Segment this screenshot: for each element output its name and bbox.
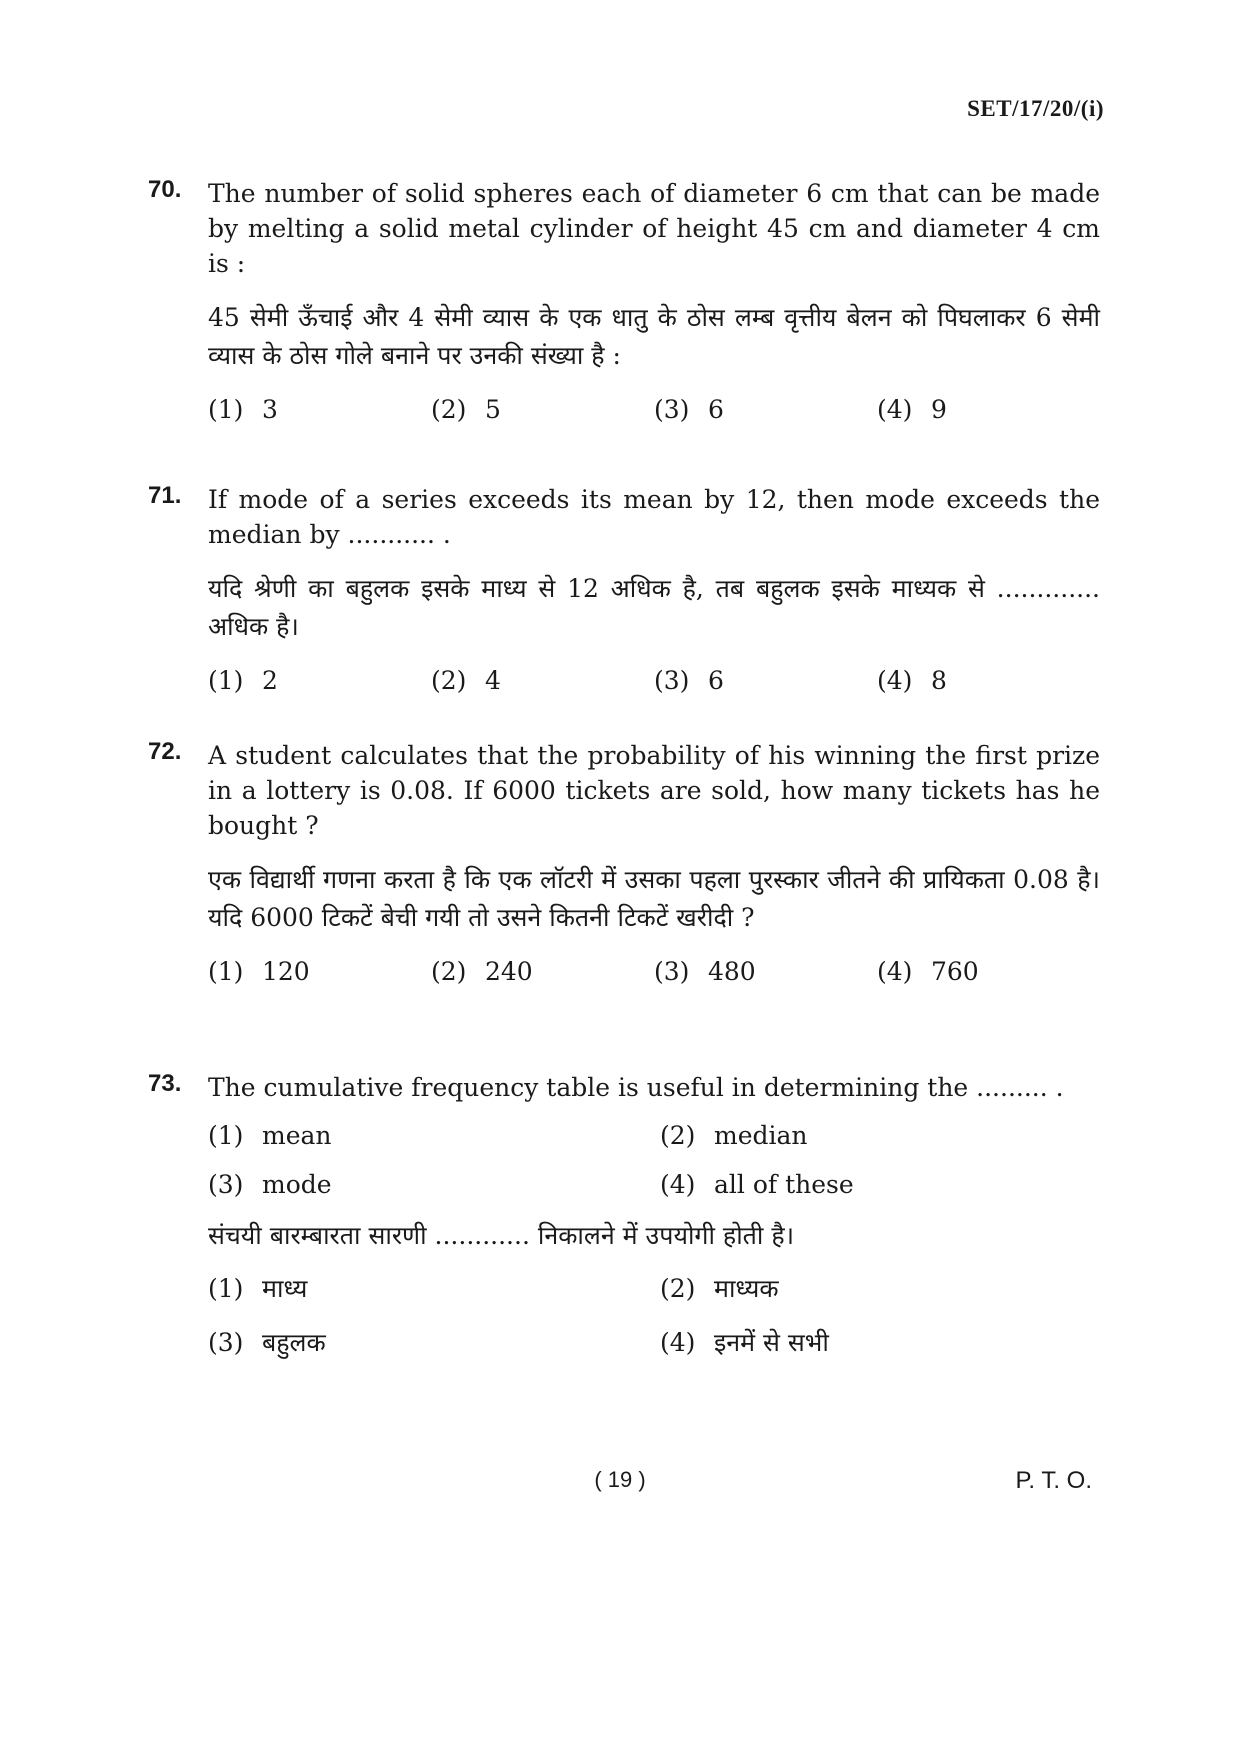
option-text: 9: [931, 395, 947, 424]
question-number: 71.: [148, 482, 182, 509]
option-label: (3): [654, 395, 690, 424]
option-4: [877, 666, 1100, 695]
option-label: (2): [431, 666, 467, 695]
option-label: (1): [208, 1274, 244, 1303]
option-text: 480: [708, 957, 756, 986]
option-label: (2): [660, 1274, 696, 1303]
option-1: [208, 1121, 660, 1150]
option-4: [877, 395, 1100, 424]
option-text: माध्यक: [714, 1274, 779, 1303]
option-3: [654, 395, 877, 424]
option-text: 5: [485, 395, 501, 424]
option-2: [431, 666, 654, 695]
option-label: (4): [660, 1328, 696, 1357]
option-text: 8: [931, 666, 947, 695]
set-code: SET/17/20/(i): [967, 96, 1104, 121]
option-text: all of these: [714, 1170, 854, 1199]
option-label: (2): [431, 957, 467, 986]
option-3: [654, 957, 877, 986]
option-text: 6: [708, 395, 724, 424]
option-text: माध्य: [262, 1274, 308, 1303]
question-70: [148, 176, 1100, 424]
option-text: 3: [262, 395, 278, 424]
option-label: (4): [877, 957, 913, 986]
option-text: mean: [262, 1121, 332, 1150]
option-label: (3): [208, 1170, 244, 1199]
option-label: (1): [208, 666, 244, 695]
option-text: 6: [708, 666, 724, 695]
option-label: (2): [431, 395, 467, 424]
option-label: (4): [660, 1170, 696, 1199]
question-72: [148, 738, 1100, 986]
question-text-hindi: 45 सेमी ऊँचाई और 4 सेमी व्यास के एक धातु के ठोस लम्ब वृत्तीय बेलन को पिघलाकर 6 सेमी व्यास के ठोस गोले बनाने पर उनकी संख्या है :: [208, 303, 1100, 370]
option-4: [660, 1325, 1112, 1359]
option-label: (4): [877, 666, 913, 695]
option-text: 2: [262, 666, 278, 695]
options: [208, 395, 1100, 424]
option-text: 4: [485, 666, 501, 695]
option-2: [431, 957, 654, 986]
option-text: इनमें से सभी: [714, 1328, 829, 1357]
option-label: (3): [654, 666, 690, 695]
option-text: बहुलक: [262, 1328, 326, 1357]
option-3: [654, 666, 877, 695]
option-label: (3): [654, 957, 690, 986]
question-text-hindi: संचयी बारम्बारता सारणी ............ निकालने में उपयोगी होती है।: [208, 1221, 795, 1250]
option-label: (1): [208, 1121, 244, 1150]
question-text-hindi: एक विद्यार्थी गणना करता है कि एक लॉटरी में उसका पहला पुरस्कार जीतने की प्रायिकता 0.08 है। यदि 6000 टिकटें बेची गयी तो उसने कितनी टिकटें खरीदी ?: [208, 865, 1100, 932]
option-4: [660, 1170, 1112, 1199]
option-2: [431, 395, 654, 424]
option-1: [208, 957, 431, 986]
option-label: (4): [877, 395, 913, 424]
option-label: (1): [208, 957, 244, 986]
option-text: mode: [262, 1170, 332, 1199]
question-number: 72.: [148, 738, 182, 765]
option-text: 120: [262, 957, 310, 986]
options-english: [208, 1121, 1100, 1199]
question-73: [148, 1070, 1100, 1359]
options: [208, 666, 1100, 695]
question-text-english: The cumulative frequency table is useful in determining the ......... .: [208, 1073, 1064, 1102]
option-label: (3): [208, 1328, 244, 1357]
question-number: 70.: [148, 176, 182, 203]
pto-label: P. T. O.: [1015, 1467, 1092, 1494]
option-2: [660, 1121, 1112, 1150]
question-text-english: A student calculates that the probability of his winning the first prize in a lottery is 0.08. If 6000 tickets are sold, how many tickets has he bought ?: [208, 741, 1100, 840]
option-label: (2): [660, 1121, 696, 1150]
options: [208, 957, 1100, 986]
option-4: [877, 957, 1100, 986]
option-2: [660, 1271, 1112, 1305]
option-3: [208, 1325, 660, 1359]
option-text: 240: [485, 957, 533, 986]
option-1: [208, 1271, 660, 1305]
option-3: [208, 1170, 660, 1199]
question-text-english: The number of solid spheres each of diameter 6 cm that can be made by melting a solid metal cylinder of height 45 cm and diameter 4 cm is :: [208, 179, 1100, 278]
option-text: 760: [931, 957, 979, 986]
option-1: [208, 395, 431, 424]
option-text: median: [714, 1121, 808, 1150]
page-number: ( 19 ): [594, 1467, 646, 1492]
option-1: [208, 666, 431, 695]
options-hindi: [208, 1271, 1100, 1359]
question-71: [148, 482, 1100, 695]
question-number: 73.: [148, 1070, 182, 1097]
question-text-english: If mode of a series exceeds its mean by 12, then mode exceeds the median by ........... .: [208, 485, 1100, 549]
option-label: (1): [208, 395, 244, 424]
question-text-hindi: यदि श्रेणी का बहुलक इसके माध्य से 12 अधिक है, तब बहुलक इसके माध्यक से ............. अधिक है।: [208, 574, 1100, 641]
